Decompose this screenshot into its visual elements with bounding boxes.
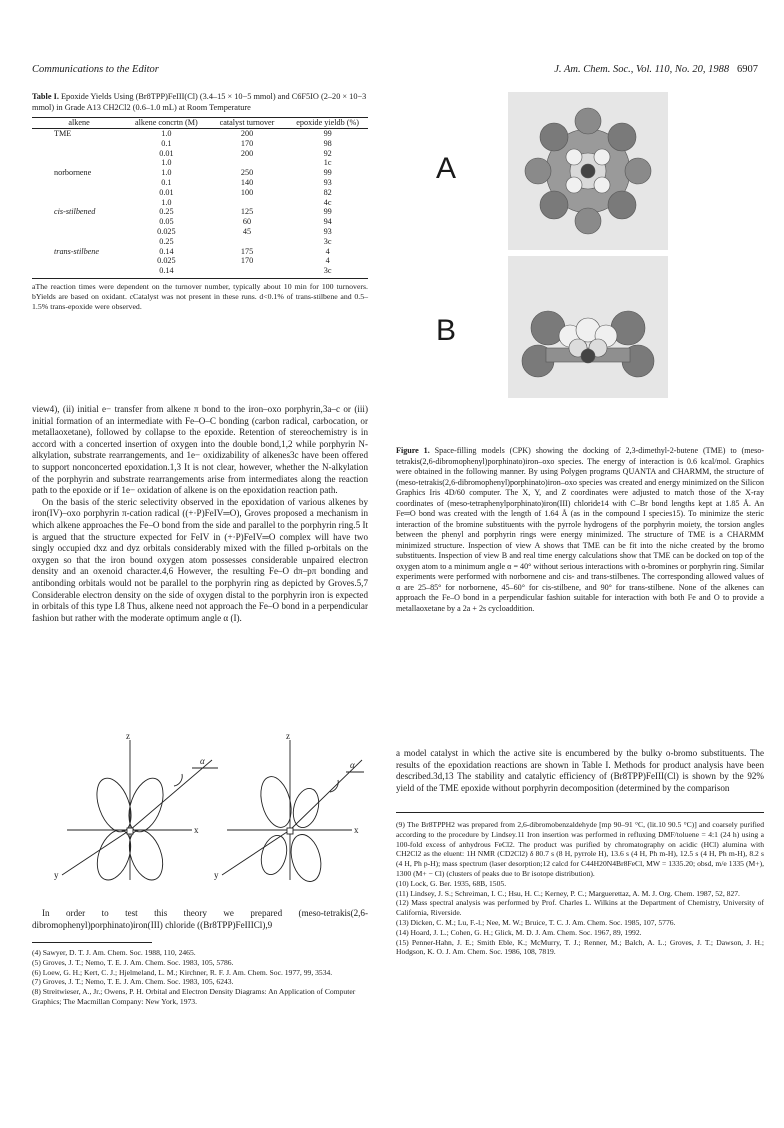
cell-alkene xyxy=(32,178,126,188)
approach-line-left xyxy=(130,760,212,830)
left-body-text xyxy=(32,404,368,624)
table-footnotes: aThe reaction times were dependent on the turnover number, typically about 10 min for 100 turnovers. bYields are based on oxidant. cCatalyst was not present in these runs. d<0.1% of trans-stilbene and 0.5–1.5% trans-epoxide were observed. xyxy=(32,281,368,311)
cell-alkene xyxy=(32,149,126,159)
cpk-model-view-b xyxy=(508,256,668,398)
table-row xyxy=(32,266,368,276)
col-header-yield: epoxide yieldb (%) xyxy=(287,118,368,129)
cell-alkene xyxy=(32,266,126,276)
z-label-right: z xyxy=(286,731,290,741)
cell-turnover: 140 xyxy=(240,177,254,187)
cell-yield: 98 xyxy=(323,138,332,148)
cell-concentration: 0.025 xyxy=(157,226,176,236)
cell-turnover: 170 xyxy=(240,138,254,148)
cell-turnover xyxy=(207,198,288,208)
col-header-concentration: alkene concrtn (M) xyxy=(126,118,207,129)
cell-yield: 1c xyxy=(323,158,332,168)
cell-turnover: 60 xyxy=(242,217,252,227)
cell-turnover: 100 xyxy=(240,187,254,197)
col-header-turnover: catalyst turnover xyxy=(207,118,288,129)
cell-turnover: 250 xyxy=(240,168,254,178)
page-number: 6907 xyxy=(737,64,758,75)
cell-turnover xyxy=(207,158,288,168)
cell-alkene: TME xyxy=(54,128,72,138)
cell-alkene xyxy=(32,158,126,168)
cell-turnover: 200 xyxy=(240,128,254,138)
cell-turnover xyxy=(207,266,288,276)
table-row xyxy=(32,139,368,149)
footnote-rule-left xyxy=(32,942,152,943)
reference-item: (6) Loew, G. H.; Kert, C. J.; Hjelmeland, L. M.; Kirchner, R. F. J. Am. Chem. Soc. 1977, 99, 3534. xyxy=(32,967,333,977)
figure-label-b: B xyxy=(436,314,457,347)
table-row xyxy=(32,149,368,159)
paragraph: On the basis of the steric selectivity observed in the epoxidation of various alkenes by iron(IV)–oxo porphyrin π-cation radical ((+·P)FeIV═O), Groves proposed a mechanism in which alkene approaches the Fe–O bond from the side and parallel to the porphyrin ring.5 It is argued that the structure expected for FeIV in (+·P)FeIV═O complex will have two singly occupied dxz and dyz orbitals considerably mixed with the filled p-orbitals on the oxygen so that the iron bound oxygen atom possesses considerable unpaired electron density and an oxenoid character.4,6 However, the resulting Fe–O dπ–pπ bonding and antibonding orbitals would not be parallel to the porphyrin ring as depicted by Groves.5,7 Considerable electron density on the side of oxygen distal to the porphyrin iron is expected in orbitals of this type I.8 Thus, alkene need not approach the Fe–O bond in a perpendicular fashion but rather with the moderate optimum angle α (I). xyxy=(32,496,368,623)
table-1 xyxy=(32,92,368,311)
table-row xyxy=(32,128,368,138)
x-label-right: x xyxy=(354,825,359,835)
table-row xyxy=(32,227,368,237)
figure-label-a: A xyxy=(436,152,457,185)
cell-concentration: 0.14 xyxy=(159,266,174,276)
left-body-text-continued xyxy=(32,908,368,931)
cell-turnover: 175 xyxy=(240,246,254,256)
cell-yield: 3c xyxy=(323,236,332,246)
cell-concentration: 0.14 xyxy=(159,246,174,256)
journal-citation: J. Am. Chem. Soc., Vol. 110, No. 20, 1988 xyxy=(554,64,730,75)
cell-alkene xyxy=(32,188,126,198)
table-row xyxy=(32,158,368,168)
running-head-right xyxy=(468,64,758,75)
table-caption-text: Epoxide Yields Using (Br8TPP)FeIII(Cl) (3.4–15 × 10−5 mmol) and C6F5IO (2–20 × 10−3 mmol) in Grade A13 CH2Cl2 (0.6–1.0 mL) at Room Temperature xyxy=(32,92,367,112)
paragraph: a model catalyst in which the active site is encumbered by the bulky o-bromo substituents. The results of the epoxidation reactions are shown in Table I. Methods for product analysis have been described.3d,13 The stability and catalytic efficiency of (Br8TPP)FeIII(Cl) is shown by the 92% yield of the TME epoxide without porphyrin decomposition (determined by the comparison xyxy=(396,748,764,793)
table-row xyxy=(32,168,368,178)
cell-concentration: 0.25 xyxy=(159,207,174,217)
table-bottom-rule xyxy=(32,278,368,279)
cell-alkene: trans-stilbene xyxy=(54,246,100,256)
footnote-rule-right xyxy=(396,812,764,813)
table-row xyxy=(32,247,368,257)
table-row xyxy=(32,198,368,208)
paragraph: view4), (ii) initial e− transfer from alkene π bond to the iron–oxo porphyrin,3a–c or (iii) initial formation of an intermediate with Fe–O–C bonding (carbon radical, carbocation, or metallaoxetane), followed by collapse to the epoxide. Retention of stereochemistry is in accord with a concerted insertion of oxygen into the double bond,1,2 while porphyrin N-alkylation, substrate rearrangements, and 1e− oxidizability of alkenes3c have been offered to support nonconcerted epoxidation.1,3 It is not clear, however, whether the N-alkylation of the porphyrin and substrate rearrangements arise from intermediates along the reaction path to the epoxide or if 1e− oxidation of alkene is on the epoxidation reaction path. xyxy=(32,404,368,496)
cell-concentration: 0.025 xyxy=(157,256,176,266)
cpk-model-view-a xyxy=(508,92,668,250)
reference-item: (11) Lindsey, J. S.; Schreiman, I. C.; Hsu, H. C.; Kerney, P. C.; Marguerettaz, A. M. J. Org. Chem. 1987, 52, 827. xyxy=(396,888,740,898)
cell-yield: 4 xyxy=(325,246,330,256)
table-row xyxy=(32,256,368,266)
cell-yield: 94 xyxy=(323,217,332,227)
cell-concentration: 0.1 xyxy=(161,138,172,148)
figure-caption-text: Space-filling models (CPK) showing the docking of 2,3-dimethyl-2-butene (TME) to (meso-tetrakis(2,6-dibromophenyl)porphinato)iron–oxo species. The energy of interaction is 0.6 kcal/mol. Graphics were obtained in the following manner. By using Polygen programs QUANTA and CHARMM, the structure of (meso-tetrakis(2,6-dibromophenyl)porphinato)iron–oxo species was created and energy minimized on the Silicon Graphics Iris 4D/60 computer. The X, Y, and Z coordinates were adjusted to match those of the X-ray coordinates of (meso-tetraphenylporphinato)iron(III) chloride14 with C–Br bond lengths kept at 1.85 Å. An Fe═O bond was created with the length of 1.64 Å (as in the compound I species15). To minimize the steric interaction of the bromine substituents with the pyrrole hydrogens of the porphyrin moiety, the torsion angles between the phenyl and porphyrin rings were energy minimized. The structure of TME is a CHARMM minimized structure. Inspection of view A shows that TME can be fit into the niche created by the bromo substituents. Inspection of view B and real time energy calculations show that TME can be docked on top of the oxygen atom to a minimum angle α = 40° without serious interactions with o-bromines or porphyrin ring. Similar experiments were performed with norbornene and cis- and trans-stilbenes. The corresponding allowed values of α are 25–85° for norbornene, 45–60° for cis-stilbene, and 90° for trans-stilbene. None of the alkenes can approach the Fe–O bond in a perpendicular fashion suitable for interaction with both Fe and O to provide a metallaoxetane by a 2a + 2s cycloaddition. xyxy=(396,446,764,613)
running-head-left: Communications to the Editor xyxy=(32,64,159,75)
cell-concentration: 1.0 xyxy=(161,168,172,178)
cell-concentration: 0.01 xyxy=(159,148,174,158)
cell-concentration: 1.0 xyxy=(161,197,172,207)
cell-turnover: 125 xyxy=(240,207,254,217)
table-row xyxy=(32,188,368,198)
alpha-label-left: α xyxy=(200,756,205,766)
right-body-text xyxy=(396,748,764,794)
cell-yield: 99 xyxy=(323,168,332,178)
cell-concentration: 0.01 xyxy=(159,187,174,197)
cell-yield: 92 xyxy=(323,148,332,158)
cell-alkene xyxy=(32,237,126,247)
reference-item: (5) Groves, J. T.; Nemo, T. E. J. Am. Chem. Soc. 1983, 105, 5786. xyxy=(32,957,234,967)
z-label-left: z xyxy=(126,731,130,741)
cell-yield: 4 xyxy=(325,256,330,266)
table-caption xyxy=(32,92,368,113)
alpha-label-right: α xyxy=(350,760,355,770)
cell-alkene: norbornene xyxy=(54,168,92,178)
reference-item: (7) Groves, J. T.; Nemo, T. E. J. Am. Chem. Soc. 1983, 105, 6243. xyxy=(32,977,234,987)
y-label-left: y xyxy=(54,870,59,880)
reference-item: (13) Dicken, C. M.; Lu, F.-l.; Nee, M. W.; Bruice, T. C. J. Am. Chem. Soc. 1985, 107, 5776. xyxy=(396,917,676,927)
references-right xyxy=(396,820,764,957)
table-row xyxy=(32,217,368,227)
cell-alkene xyxy=(32,256,126,266)
col-header-alkene: alkene xyxy=(32,118,126,129)
cell-turnover: 170 xyxy=(240,256,254,266)
paragraph: In order to test this theory we prepared (meso-tetrakis(2,6-dibromophenyl)porphinato)iron(III) chloride ((Br8TPP)FeIIICl),9 xyxy=(32,908,368,930)
x-label-left: x xyxy=(194,825,199,835)
cell-concentration: 1.0 xyxy=(161,128,172,138)
cell-concentration: 0.05 xyxy=(159,217,174,227)
reference-item: (9) The Br8TPPH2 was prepared from 2,6-dibromobenzaldehyde [mp 90–91 °C, (lit.10 90.5 °C)] and coarsely purified according to the procedure by Lindsey.11 Iron insertion was performed in refluxing DMF/toluene = 4:1 (24 h) using a 100-fold excess of anhydrous FeCl2. The product was purified by chromatography on acidic (HCl) alumina with CH2Cl2 as the eluent: 1H NMR (CD2Cl2) δ 80.7 s (8 H, pyrrole H), 13.6 s (4 H, Ph m-H), 12.5 s (4 H, Ph m-H), 8.2 s (4 H, Ph p-H); mass spectrum (laser desorption;12 calcd for C44H20N4Br8FeCl, MW = 1335.20; obsd, m/e 1335 (M+), 1300 (M+ − Cl) (clusters of peaks due to Br isotope distribution). xyxy=(396,820,764,878)
cell-yield: 93 xyxy=(323,226,332,236)
cell-turnover: 200 xyxy=(240,148,254,158)
table-caption-label: Table I. xyxy=(32,92,59,101)
cell-alkene: cis-stilbened xyxy=(54,207,96,217)
reference-item: (4) Sawyer, D. T. J. Am. Chem. Soc. 1988, 110, 2465. xyxy=(32,948,196,957)
reference-item: (14) Hoard, J. L.; Cohen, G. H.; Glick, M. D. J. Am. Chem. Soc. 1967, 89, 1992. xyxy=(396,927,642,937)
figure-caption-label: Figure 1. xyxy=(396,446,430,455)
cell-turnover xyxy=(207,237,288,247)
y-axis-left xyxy=(62,830,130,875)
reference-item: (12) Mass spectral analysis was performed by Prof. Charles L. Wilkins at the Department of Chemistry, University of California, Riverside. xyxy=(396,898,764,918)
figure-caption xyxy=(396,446,764,614)
cell-concentration: 0.25 xyxy=(159,236,174,246)
approach-line-right xyxy=(290,760,362,830)
cell-alkene xyxy=(32,217,126,227)
yield-table xyxy=(32,117,368,276)
reference-item: (15) Penner-Hahn, J. E.; Smith Eble, K.; McMurry, T. J.; Renner, M.; Balch, A. L.; Groves, J. T.; Dawson, J. H.; Hodgson, K. O. J. Am. Chem. Soc. 1986, 108, 7819. xyxy=(396,937,764,957)
y-axis-right xyxy=(222,830,290,875)
cell-alkene xyxy=(32,139,126,149)
cell-yield: 82 xyxy=(323,187,332,197)
orbital-diagram xyxy=(32,730,368,890)
cell-yield: 4c xyxy=(323,197,332,207)
table-row xyxy=(32,237,368,247)
cell-concentration: 0.1 xyxy=(161,177,172,187)
cell-concentration: 1.0 xyxy=(161,158,172,168)
cell-yield: 99 xyxy=(323,207,332,217)
cell-yield: 99 xyxy=(323,128,332,138)
cell-yield: 3c xyxy=(323,266,332,276)
table-row xyxy=(32,207,368,217)
cell-alkene xyxy=(32,227,126,237)
reference-item: (10) Lock, G. Ber. 1935, 68B, 1505. xyxy=(396,878,507,888)
cell-yield: 93 xyxy=(323,177,332,187)
references-left xyxy=(32,948,368,1007)
table-row xyxy=(32,178,368,188)
y-label-right: y xyxy=(214,870,219,880)
cell-alkene xyxy=(32,198,126,208)
cell-turnover: 45 xyxy=(242,226,252,236)
reference-item: (8) Streitwieser, A., Jr.; Owens, P. H. Orbital and Electron Density Diagrams: An Application of Computer Graphics; The Macmillan Company: New York, 1973. xyxy=(32,987,356,1006)
